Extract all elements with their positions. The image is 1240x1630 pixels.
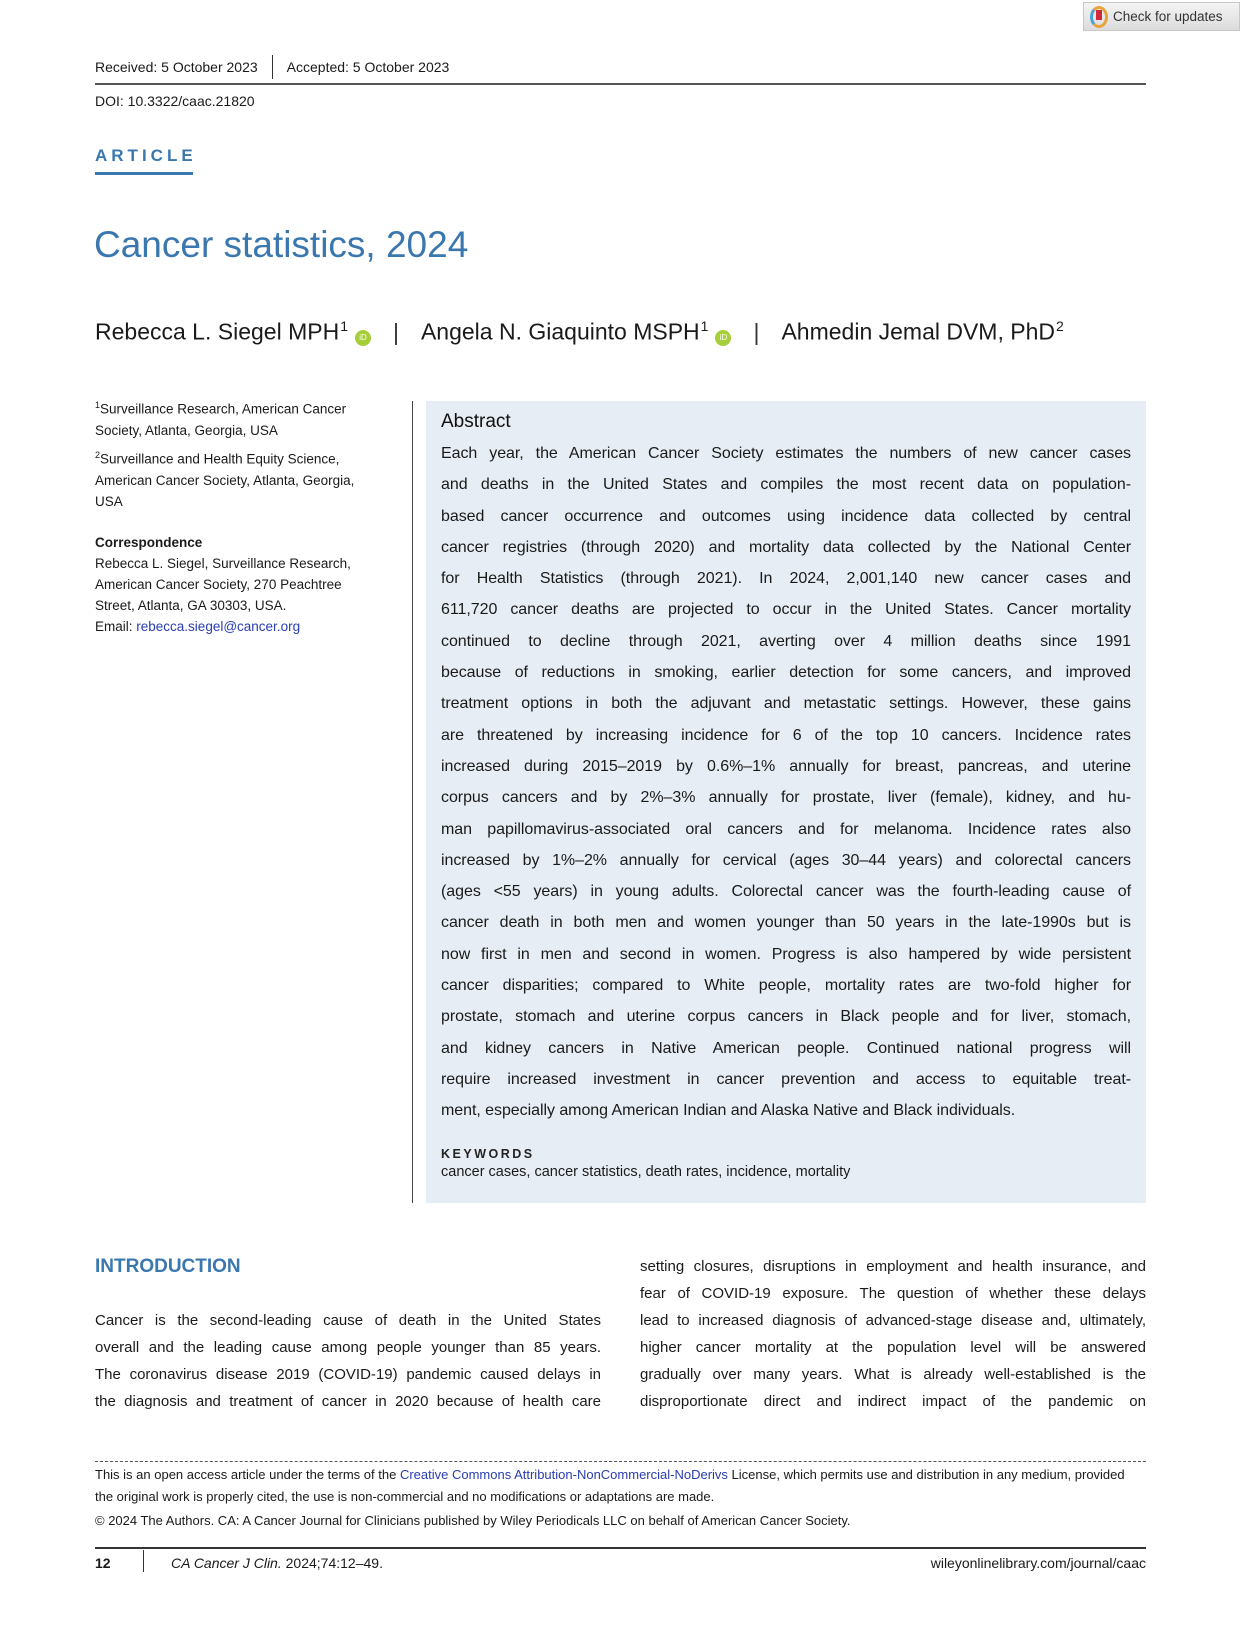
author-list — [95, 318, 1064, 346]
text-line: setting closures, disruptions in employment and health insurance, and — [640, 1258, 1146, 1275]
affiliation-number: 1 — [95, 400, 101, 410]
text-line: continued to decline through 2021, averting over 4 million deaths since 1991 — [441, 632, 1131, 650]
email-link[interactable]: rebecca.siegel@cancer.org — [136, 619, 301, 634]
license-link[interactable]: Creative Commons Attribution-NonCommercial-NoDerivs — [399, 1467, 728, 1482]
author[interactable] — [95, 318, 348, 346]
intro-left-column — [95, 1307, 601, 1415]
affiliation-text: Surveillance and Health Equity Science, American Cancer Society, Atlanta, Georgia, USA — [95, 451, 355, 509]
text-line: now first in men and second in women. Progress is also hampered by wide persistent — [441, 945, 1131, 963]
page-number: 12 — [95, 1555, 111, 1571]
citation — [171, 1553, 383, 1573]
text-line: the diagnosis and treatment of cancer in 2020 because of health care — [95, 1393, 601, 1410]
citation-volume: 2024;74:12–49. — [281, 1555, 383, 1571]
received-date: Received: 5 October 2023 — [95, 59, 258, 75]
text-line: Each year, the American Cancer Society estimates the numbers of new cancer cases — [441, 445, 1131, 462]
text-line: corpus cancers and by 2%–3% annually for prostate, liver (female), kidney, and hu- — [441, 789, 1131, 807]
divider — [272, 55, 273, 79]
copyright: © 2024 The Authors. CA: A Cancer Journal for Clinicians published by Wiley Periodicals LLC on behalf of American Cancer Society. — [95, 1513, 851, 1528]
text-line: higher cancer mortality at the population level will be answered — [640, 1339, 1146, 1356]
license-pre: This is an open access article under the terms of the — [95, 1467, 400, 1482]
orcid-icon[interactable]: iD — [715, 330, 731, 346]
text-line: disproportionate direct and indirect impact of the pandemic on — [640, 1393, 1146, 1410]
text-line: 611,720 cancer deaths are projected to occur in the United States. Cancer mortality — [441, 601, 1131, 619]
author[interactable] — [421, 318, 709, 346]
email-label: Email: — [95, 619, 133, 634]
text-line: and deaths in the United States and compiles the most recent data on population- — [441, 476, 1131, 494]
column-divider — [412, 401, 413, 1203]
affiliation-sup: 1 — [340, 318, 348, 334]
keywords-heading: KEYWORDS — [441, 1146, 535, 1161]
text-line: treatment options in both the adjuvant and metastatic settings. However, these gains — [441, 695, 1131, 713]
text-line: for Health Statistics (through 2021). In 2024, 2,001,140 new cancer cases and — [441, 570, 1131, 588]
text-line: cancer registries (through 2020) and mortality data collected by the National Center — [441, 538, 1131, 556]
accepted-date: Accepted: 5 October 2023 — [286, 59, 450, 75]
text-line: and kidney cancers in Native American people. Continued national progress will — [441, 1039, 1131, 1057]
text-line: because of reductions in smoking, earlier detection for some cancers, and improved — [441, 664, 1131, 682]
intro-right-column — [640, 1253, 1146, 1415]
affiliation-sup: 1 — [700, 318, 709, 334]
introduction-heading: INTRODUCTION — [95, 1256, 241, 1277]
text-line: prostate, stomach and uterine corpus cancers in Black people and for liver, stomach, — [441, 1008, 1131, 1026]
text-line: The coronavirus disease 2019 (COVID-19) pandemic caused delays in — [95, 1366, 601, 1383]
license-post: License, which permits use and distribution in any medium, provided the original work is properly cited, the use is non-commercial and no modifications or adaptations are made. — [95, 1467, 1125, 1504]
footer-rule — [95, 1547, 1146, 1549]
author[interactable] — [781, 318, 1063, 346]
text-line: man papillomavirus-associated oral cancers and for melanoma. Incidence rates also — [441, 820, 1131, 838]
text-line: are threatened by increasing incidence for 6 of the top 10 cancers. Incidence rates — [441, 726, 1131, 744]
check-for-updates-button[interactable] — [1083, 2, 1240, 31]
page-title: Cancer statistics, 2024 — [94, 224, 469, 265]
header-rule — [95, 83, 1146, 85]
text-line: Cancer is the second-leading cause of death in the United States — [95, 1312, 601, 1329]
orcid-icon[interactable]: iD — [355, 330, 371, 346]
abstract-body — [441, 438, 1131, 1127]
author-name: Angela N. Giaquinto MSPH — [420, 318, 700, 345]
affiliation-sup: 2 — [1056, 318, 1064, 334]
section-tag-underline — [95, 172, 193, 175]
author-separator: | — [753, 318, 760, 345]
text-line: based cancer occurrence and outcomes using incidence data collected by central — [441, 507, 1131, 525]
author-name: Ahmedin Jemal DVM, PhD — [781, 318, 1055, 345]
text-line: lead to increased diagnosis of advanced-stage disease and, ultimately, — [640, 1312, 1146, 1329]
section-tag: ARTICLE — [95, 146, 197, 165]
footnote-rule — [95, 1461, 1146, 1462]
journal-url[interactable]: wileyonlinelibrary.com/journal/caac — [930, 1555, 1146, 1571]
footer-divider — [143, 1550, 144, 1572]
text-line: fear of COVID-19 exposure. The question of whether these delays — [640, 1285, 1146, 1302]
text-line: overall and the leading cause among people younger than 85 years. — [95, 1339, 601, 1356]
text-line: increased by 1%–2% annually for cervical (ages 30–44 years) and colorectal cancers — [441, 851, 1131, 869]
text-line: (ages <55 years) in young adults. Colorectal cancer was the fourth-leading cause of — [441, 883, 1131, 901]
correspondence-text: Rebecca L. Siegel, Surveillance Research, American Cancer Society, 270 Peachtree Street, Atlanta, GA 30303, USA. — [95, 556, 351, 613]
abstract-heading: Abstract — [441, 411, 511, 432]
crossmark-icon — [1090, 6, 1108, 28]
check-for-updates-label: Check for updates — [1113, 9, 1223, 24]
affiliation — [95, 445, 385, 512]
keywords: cancer cases, cancer statistics, death rates, incidence, mortality — [441, 1163, 851, 1180]
citation-journal: CA Cancer J Clin. — [171, 1555, 282, 1571]
doi[interactable]: DOI: 10.3322/caac.21820 — [95, 93, 255, 109]
text-line: require increased investment in cancer prevention and access to equitable treat- — [441, 1070, 1131, 1088]
author-name: Rebecca L. Siegel MPH — [95, 318, 340, 345]
author-separator: | — [392, 318, 399, 345]
abstract-box — [426, 401, 1146, 1203]
license-text — [95, 1464, 1146, 1508]
affiliation-number: 2 — [95, 450, 101, 460]
text-line: cancer death in both men and women younger than 50 years in the late-1990s but is — [441, 914, 1131, 932]
correspondence — [95, 532, 385, 637]
text-line: increased during 2015–2019 by 0.6%–1% annually for breast, pancreas, and uterine — [441, 757, 1131, 775]
correspondence-heading: Correspondence — [95, 535, 203, 550]
text-line: gradually over many years. What is already well-established is the — [640, 1366, 1146, 1383]
text-line: ment, especially among American Indian and Alaska Native and Black individuals. — [441, 1102, 1016, 1120]
text-line: cancer disparities; compared to White people, mortality rates are two-fold higher for — [441, 977, 1131, 995]
affiliation-text: Surveillance Research, American Cancer Society, Atlanta, Georgia, USA — [95, 401, 347, 438]
dates — [95, 59, 463, 79]
affiliation — [95, 395, 385, 441]
